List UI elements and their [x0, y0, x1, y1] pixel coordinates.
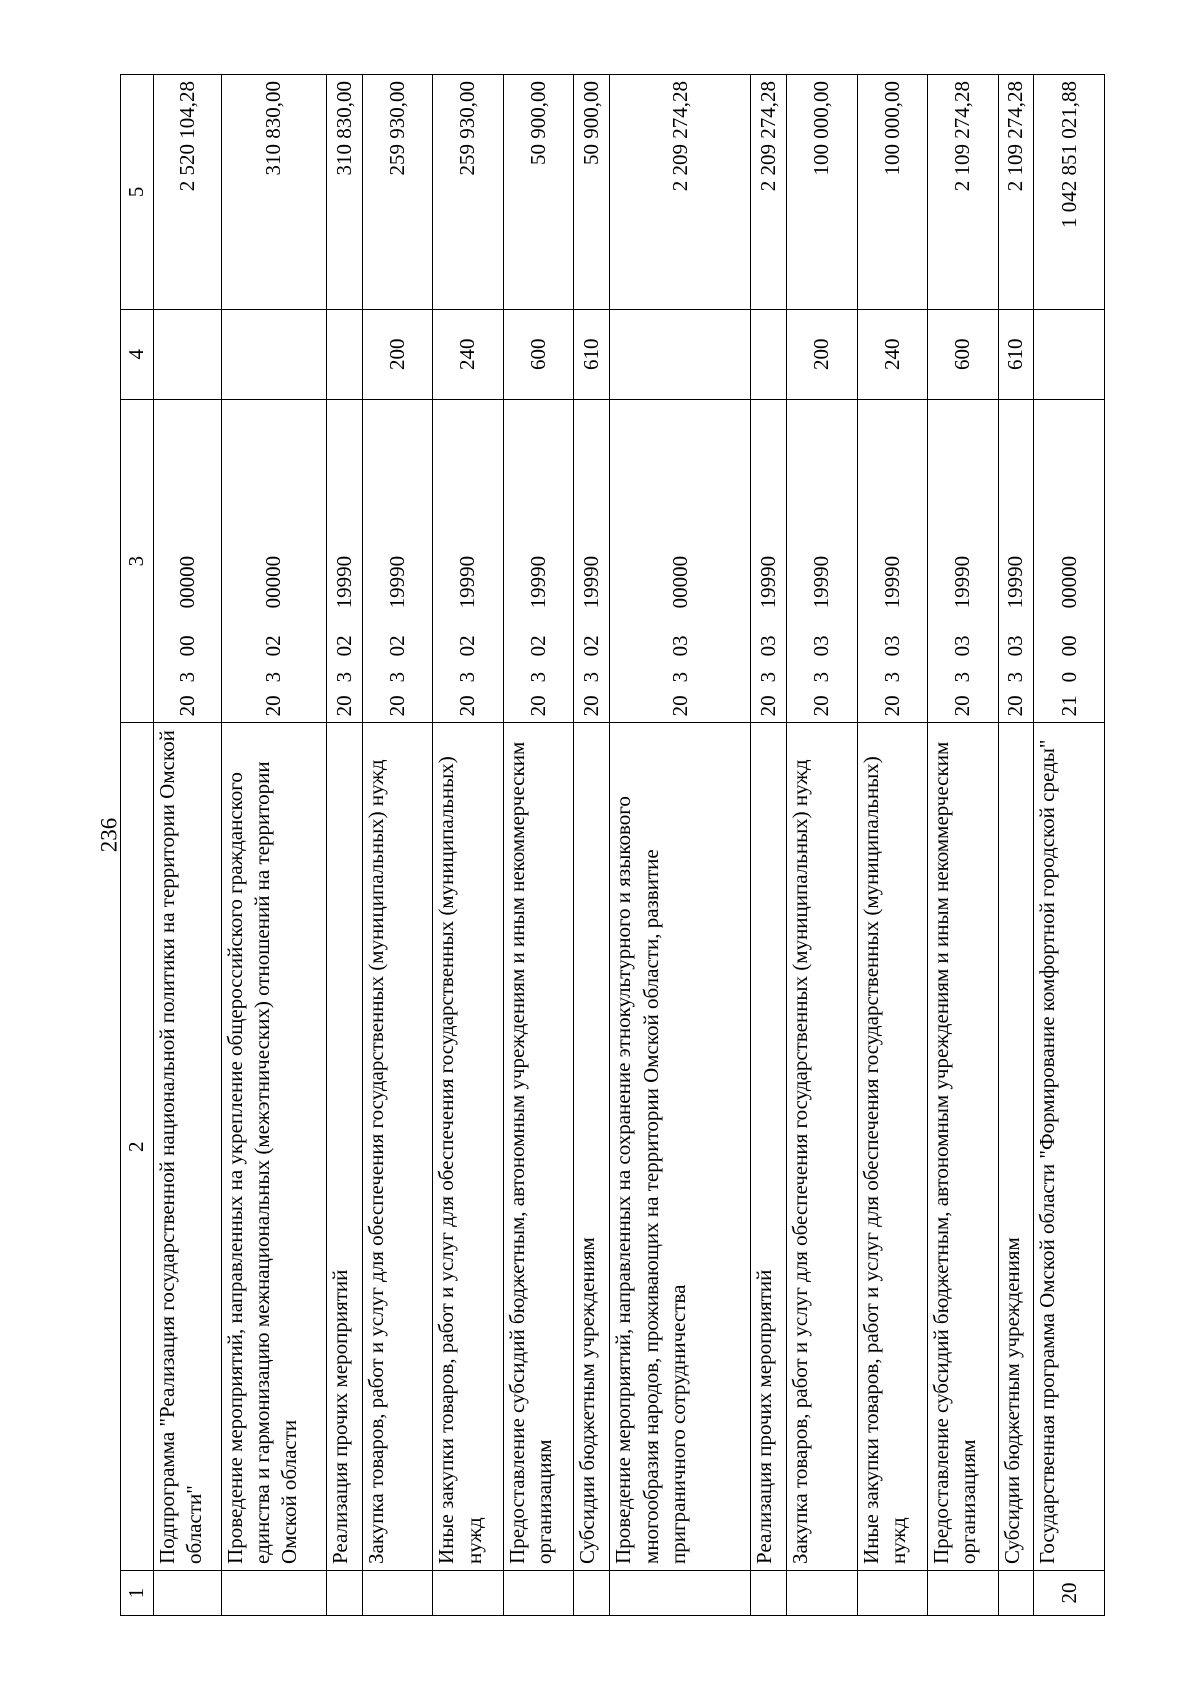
- description-cell: Закупка товаров, работ и услуг для обеспечения государственных (муниципальных) нужд: [362, 723, 433, 1571]
- code-part-4: 19990: [384, 555, 409, 609]
- code-part-2: 3: [174, 671, 199, 683]
- classification-code-cell: [574, 399, 610, 723]
- classification-code-cell: [751, 399, 787, 723]
- column-header-5: 5: [121, 75, 154, 310]
- row-number-cell: [857, 1570, 928, 1615]
- expense-type-cell: [153, 309, 221, 399]
- amount-cell: 2 520 104,28: [153, 75, 221, 310]
- code-part-1: 20: [331, 695, 356, 717]
- code-part-4: 00000: [174, 555, 199, 609]
- column-header-2: 2: [121, 723, 154, 1571]
- expense-type-cell: 610: [574, 309, 610, 399]
- page-number: 236: [96, 817, 122, 853]
- description-cell: Иные закупки товаров, работ и услуг для обеспечения государственных (муниципальных) нужд: [857, 723, 928, 1571]
- amount-cell: 2 109 274,28: [928, 75, 999, 310]
- expense-type-cell: [751, 309, 787, 399]
- description-cell: Субсидии бюджетным учреждениям: [574, 723, 610, 1571]
- expense-type-cell: [610, 309, 751, 399]
- code-part-4: 19990: [756, 555, 780, 609]
- code-part-3: 02: [579, 635, 604, 657]
- row-number-cell: [787, 1570, 858, 1615]
- row-number-cell: [433, 1570, 504, 1615]
- row-number-cell: [327, 1570, 363, 1615]
- code-part-1: 20: [384, 695, 409, 717]
- row-number-cell: [503, 1570, 574, 1615]
- table-row: [327, 75, 363, 1616]
- code-part-4: 00000: [261, 555, 286, 609]
- code-part-3: 02: [455, 635, 480, 657]
- amount-cell: 100 000,00: [857, 75, 928, 310]
- row-number-cell: 20: [1034, 1570, 1105, 1615]
- table-row: [610, 75, 751, 1616]
- description-cell: Реализация прочих мероприятий: [327, 723, 363, 1571]
- table-row: [503, 75, 574, 1616]
- code-part-2: 3: [1003, 671, 1028, 683]
- code-part-1: 20: [667, 695, 692, 717]
- code-part-2: 0: [1056, 671, 1081, 683]
- expense-type-cell: 600: [928, 309, 999, 399]
- column-header-3: 3: [121, 399, 154, 723]
- code-part-3: 03: [950, 635, 975, 657]
- code-part-2: 3: [756, 671, 780, 683]
- expense-type-cell: [221, 309, 326, 399]
- code-part-3: 03: [1003, 635, 1028, 657]
- code-part-4: 19990: [1003, 555, 1028, 609]
- code-part-1: 20: [879, 695, 904, 717]
- code-part-3: 02: [261, 635, 286, 657]
- description-cell: Предоставление субсидий бюджетным, автономным учреждениям и иным некоммерческим организациям: [928, 723, 999, 1571]
- expense-type-cell: 240: [433, 309, 504, 399]
- code-part-2: 3: [261, 671, 286, 683]
- code-part-3: 03: [756, 635, 780, 657]
- code-part-1: 20: [756, 695, 780, 717]
- table-row: [751, 75, 787, 1616]
- code-part-4: 00000: [667, 555, 692, 609]
- code-part-3: 02: [331, 635, 356, 657]
- expense-type-cell: 610: [998, 309, 1034, 399]
- description-cell: Подпрограмма "Реализация государственной национальной политики на территории Омской области": [153, 723, 221, 1571]
- description-cell: Предоставление субсидий бюджетным, автономным учреждениям и иным некоммерческим организациям: [503, 723, 574, 1571]
- description-cell: Иные закупки товаров, работ и услуг для обеспечения государственных (муниципальных) нужд: [433, 723, 504, 1571]
- code-part-1: 20: [809, 695, 834, 717]
- amount-cell: 50 900,00: [574, 75, 610, 310]
- table-row: [998, 75, 1034, 1616]
- code-part-4: 19990: [455, 555, 480, 609]
- row-number-cell: [221, 1570, 326, 1615]
- code-part-4: 19990: [809, 555, 834, 609]
- row-number-cell: [751, 1570, 787, 1615]
- column-header-4: 4: [121, 309, 154, 399]
- classification-code-cell: [998, 399, 1034, 723]
- amount-cell: 2 209 274,28: [610, 75, 751, 310]
- code-part-2: 3: [331, 671, 356, 683]
- classification-code-cell: [857, 399, 928, 723]
- table-row: [574, 75, 610, 1616]
- amount-cell: 1 042 851 021,88: [1034, 75, 1105, 310]
- rotated-table-container: [120, 74, 1105, 1616]
- classification-code-cell: [327, 399, 363, 723]
- classification-code-cell: [928, 399, 999, 723]
- description-cell: Реализация прочих мероприятий: [751, 723, 787, 1571]
- table-row: [1034, 75, 1105, 1616]
- code-part-2: 3: [384, 671, 409, 683]
- code-part-4: 19990: [525, 555, 550, 609]
- code-part-2: 3: [950, 671, 975, 683]
- expense-type-cell: 600: [503, 309, 574, 399]
- amount-cell: 100 000,00: [787, 75, 858, 310]
- header-row: [121, 75, 154, 1616]
- classification-code-cell: [153, 399, 221, 723]
- amount-cell: 2 209 274,28: [751, 75, 787, 310]
- row-number-cell: [362, 1570, 433, 1615]
- table-row: [857, 75, 928, 1616]
- classification-code-cell: [1034, 399, 1105, 723]
- code-part-1: 20: [950, 695, 975, 717]
- table-row: [362, 75, 433, 1616]
- code-part-3: 02: [384, 635, 409, 657]
- code-part-4: 19990: [331, 555, 356, 609]
- description-cell: Государственная программа Омской области "Формирование комфортной городской среды": [1034, 723, 1105, 1571]
- code-part-4: 00000: [1056, 555, 1081, 609]
- code-part-2: 3: [879, 671, 904, 683]
- code-part-2: 3: [579, 671, 604, 683]
- column-header-1: 1: [121, 1570, 154, 1615]
- code-part-1: 20: [525, 695, 550, 717]
- code-part-1: 20: [261, 695, 286, 717]
- row-number-cell: [574, 1570, 610, 1615]
- amount-cell: 259 930,00: [362, 75, 433, 310]
- classification-code-cell: [433, 399, 504, 723]
- classification-code-cell: [610, 399, 751, 723]
- code-part-2: 3: [809, 671, 834, 683]
- code-part-4: 19990: [950, 555, 975, 609]
- code-part-1: 20: [1003, 695, 1028, 717]
- code-part-1: 20: [455, 695, 480, 717]
- expense-type-cell: 240: [857, 309, 928, 399]
- amount-cell: 50 900,00: [503, 75, 574, 310]
- row-number-cell: [998, 1570, 1034, 1615]
- amount-cell: 259 930,00: [433, 75, 504, 310]
- code-part-3: 02: [525, 635, 550, 657]
- code-part-3: 03: [879, 635, 904, 657]
- expense-type-cell: 200: [787, 309, 858, 399]
- description-cell: Проведение мероприятий, направленных на укрепление общероссийского гражданского единства и гармонизацию межнациональных (межэтнических) отношений на территории Омской области: [221, 723, 326, 1571]
- classification-code-cell: [362, 399, 433, 723]
- code-part-4: 19990: [579, 555, 604, 609]
- code-part-3: 00: [1056, 635, 1081, 657]
- budget-table: [120, 74, 1105, 1616]
- code-part-3: 03: [809, 635, 834, 657]
- code-part-2: 3: [525, 671, 550, 683]
- description-cell: Проведение мероприятий, направленных на сохранение этнокультурного и языкового многообразия народов, проживающих на территории Омской области, развитие приграничного сотрудничества: [610, 723, 751, 1571]
- expense-type-cell: [327, 309, 363, 399]
- row-number-cell: [153, 1570, 221, 1615]
- description-cell: Закупка товаров, работ и услуг для обеспечения государственных (муниципальных) нужд: [787, 723, 858, 1571]
- table-row: [433, 75, 504, 1616]
- description-cell: Субсидии бюджетным учреждениям: [998, 723, 1034, 1571]
- classification-code-cell: [787, 399, 858, 723]
- code-part-1: 20: [579, 695, 604, 717]
- classification-code-cell: [503, 399, 574, 723]
- amount-cell: 310 830,00: [221, 75, 326, 310]
- amount-cell: 2 109 274,28: [998, 75, 1034, 310]
- code-part-3: 03: [667, 635, 692, 657]
- row-number-cell: [610, 1570, 751, 1615]
- table-row: [928, 75, 999, 1616]
- expense-type-cell: 200: [362, 309, 433, 399]
- code-part-2: 3: [455, 671, 480, 683]
- row-number-cell: [928, 1570, 999, 1615]
- table-row: [787, 75, 858, 1616]
- table-row: [153, 75, 221, 1616]
- code-part-1: 20: [174, 695, 199, 717]
- code-part-1: 21: [1056, 695, 1081, 717]
- code-part-3: 00: [174, 635, 199, 657]
- code-part-2: 3: [667, 671, 692, 683]
- amount-cell: 310 830,00: [327, 75, 363, 310]
- classification-code-cell: [221, 399, 326, 723]
- table-row: [221, 75, 326, 1616]
- code-part-4: 19990: [879, 555, 904, 609]
- expense-type-cell: [1034, 309, 1105, 399]
